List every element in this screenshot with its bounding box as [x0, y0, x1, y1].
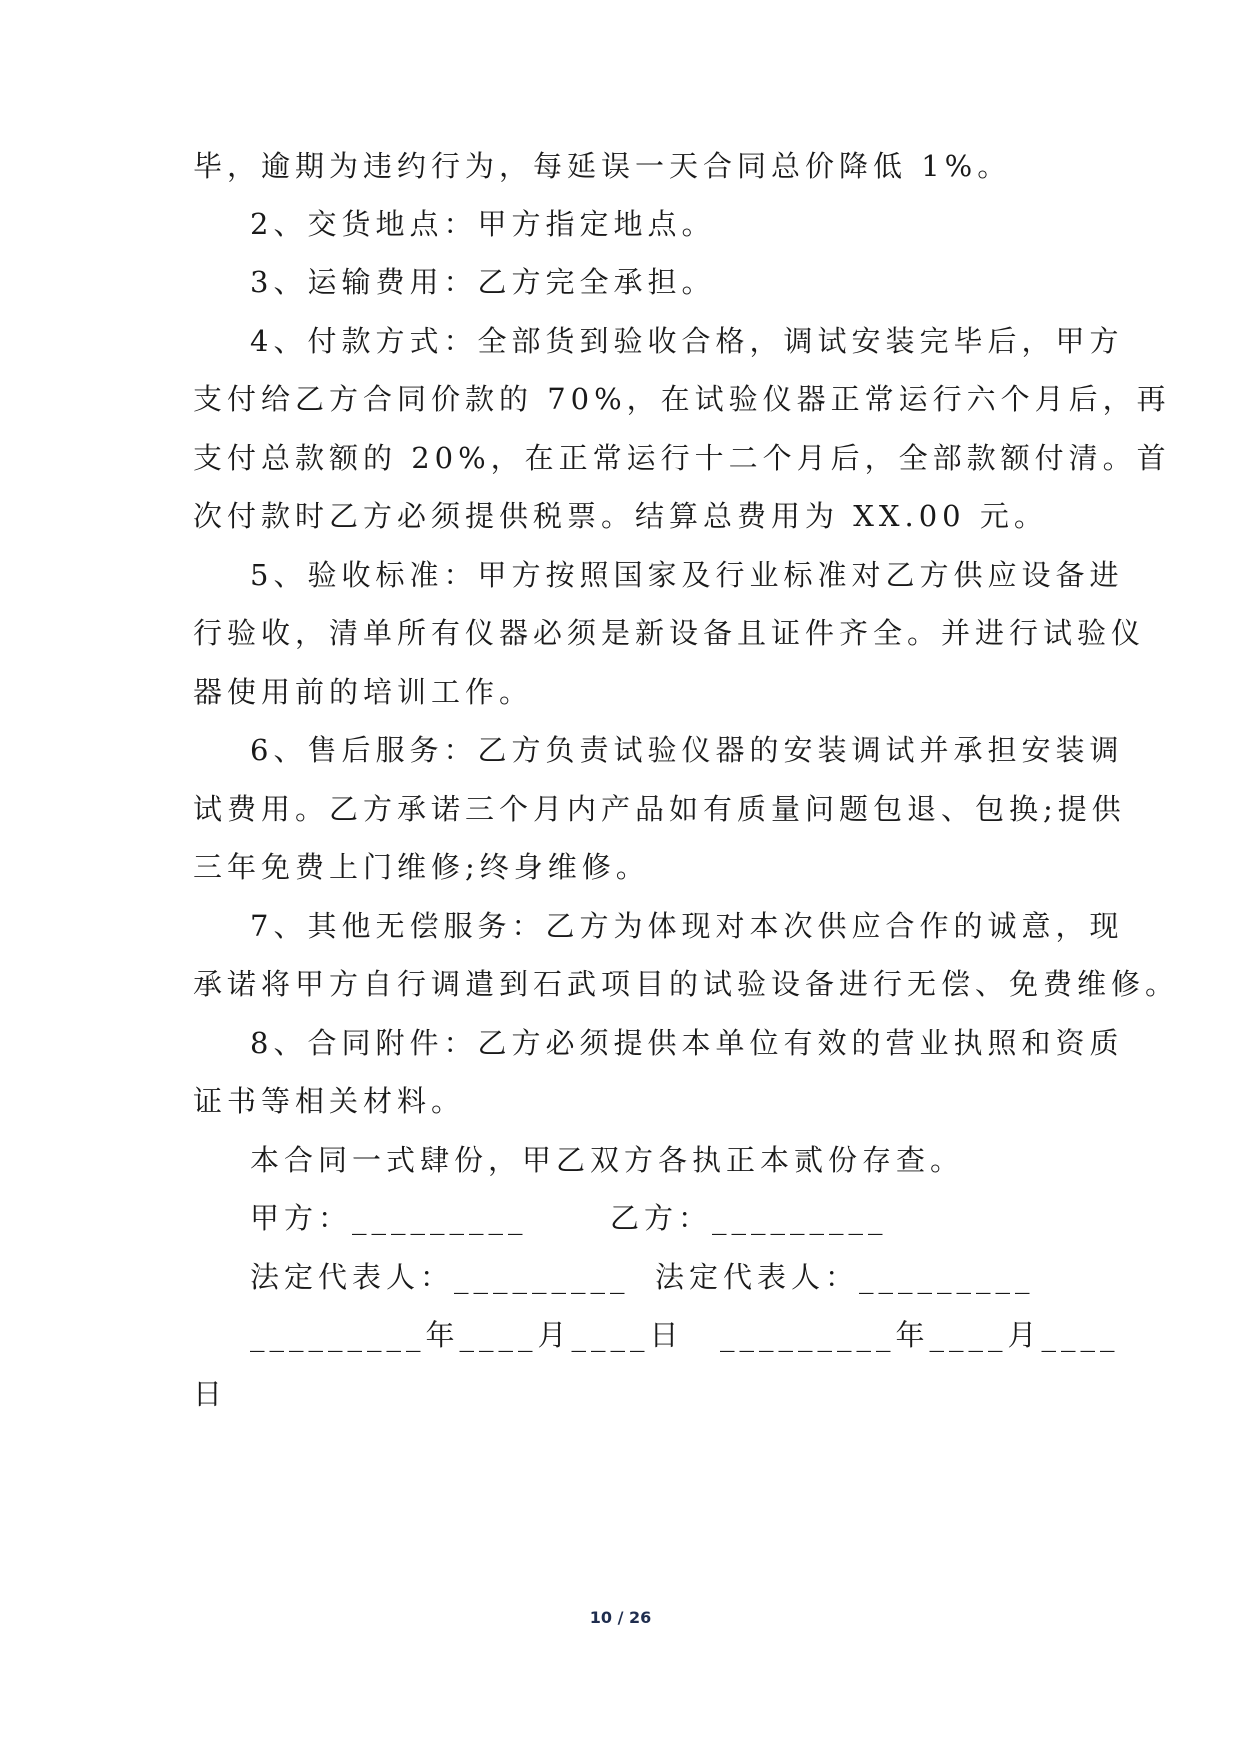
party-b-legal-representative: 法定代表人：_________ — [655, 1260, 1035, 1294]
paragraph-line: 支付总款额的 20%，在正常运行十二个月后，全部款额付清。首 — [193, 441, 1171, 475]
party-b-date-day: 日 — [193, 1377, 228, 1411]
paragraph-line: 7、其他无偿服务：乙方为体现对本次供应合作的诚意，现 — [250, 909, 1124, 943]
party-a-date: _________年____月____日 — [250, 1318, 684, 1352]
party-b-date: _________年____月____ — [720, 1318, 1120, 1352]
paragraph-line: 器使用前的培训工作。 — [193, 675, 534, 709]
paragraph-line: 8、合同附件：乙方必须提供本单位有效的营业执照和资质 — [250, 1026, 1124, 1060]
paragraph-line: 2、交货地点：甲方指定地点。 — [250, 207, 716, 241]
party-a-legal-representative: 法定代表人：_________ — [250, 1260, 630, 1294]
party-a-signature: 甲方：_________ — [250, 1201, 528, 1235]
paragraph-line: 4、付款方式：全部货到验收合格，调试安装完毕后，甲方 — [250, 324, 1124, 358]
paragraph-line: 支付给乙方合同价款的 70%，在试验仪器正常运行六个月后，再 — [193, 382, 1171, 416]
party-b-signature: 乙方：_________ — [610, 1201, 888, 1235]
paragraph-line: 次付款时乙方必须提供税票。结算总费用为 XX.00 元。 — [193, 499, 1048, 533]
paragraph-line: 三年免费上门维修;终身维修。 — [193, 850, 650, 884]
paragraph-line: 本合同一式肆份，甲乙双方各执正本贰份存查。 — [250, 1143, 965, 1177]
paragraph-line: 试费用。乙方承诺三个月内产品如有质量问题包退、包换;提供 — [193, 792, 1126, 826]
paragraph-line: 5、验收标准：甲方按照国家及行业标准对乙方供应设备进 — [250, 558, 1124, 592]
paragraph-line: 毕，逾期为违约行为，每延误一天合同总价降低 1%。 — [193, 149, 1012, 183]
paragraph-line: 行验收，清单所有仪器必须是新设备且证件齐全。并进行试验仪 — [193, 616, 1146, 650]
page-number: 10 / 26 — [589, 1608, 652, 1627]
paragraph-line: 证书等相关材料。 — [193, 1084, 466, 1118]
paragraph-line: 6、售后服务：乙方负责试验仪器的安装调试并承担安装调 — [250, 733, 1124, 767]
paragraph-line: 3、运输费用：乙方完全承担。 — [250, 265, 716, 299]
paragraph-line: 承诺将甲方自行调遣到石武项目的试验设备进行无偿、免费维修。 — [193, 967, 1180, 1001]
